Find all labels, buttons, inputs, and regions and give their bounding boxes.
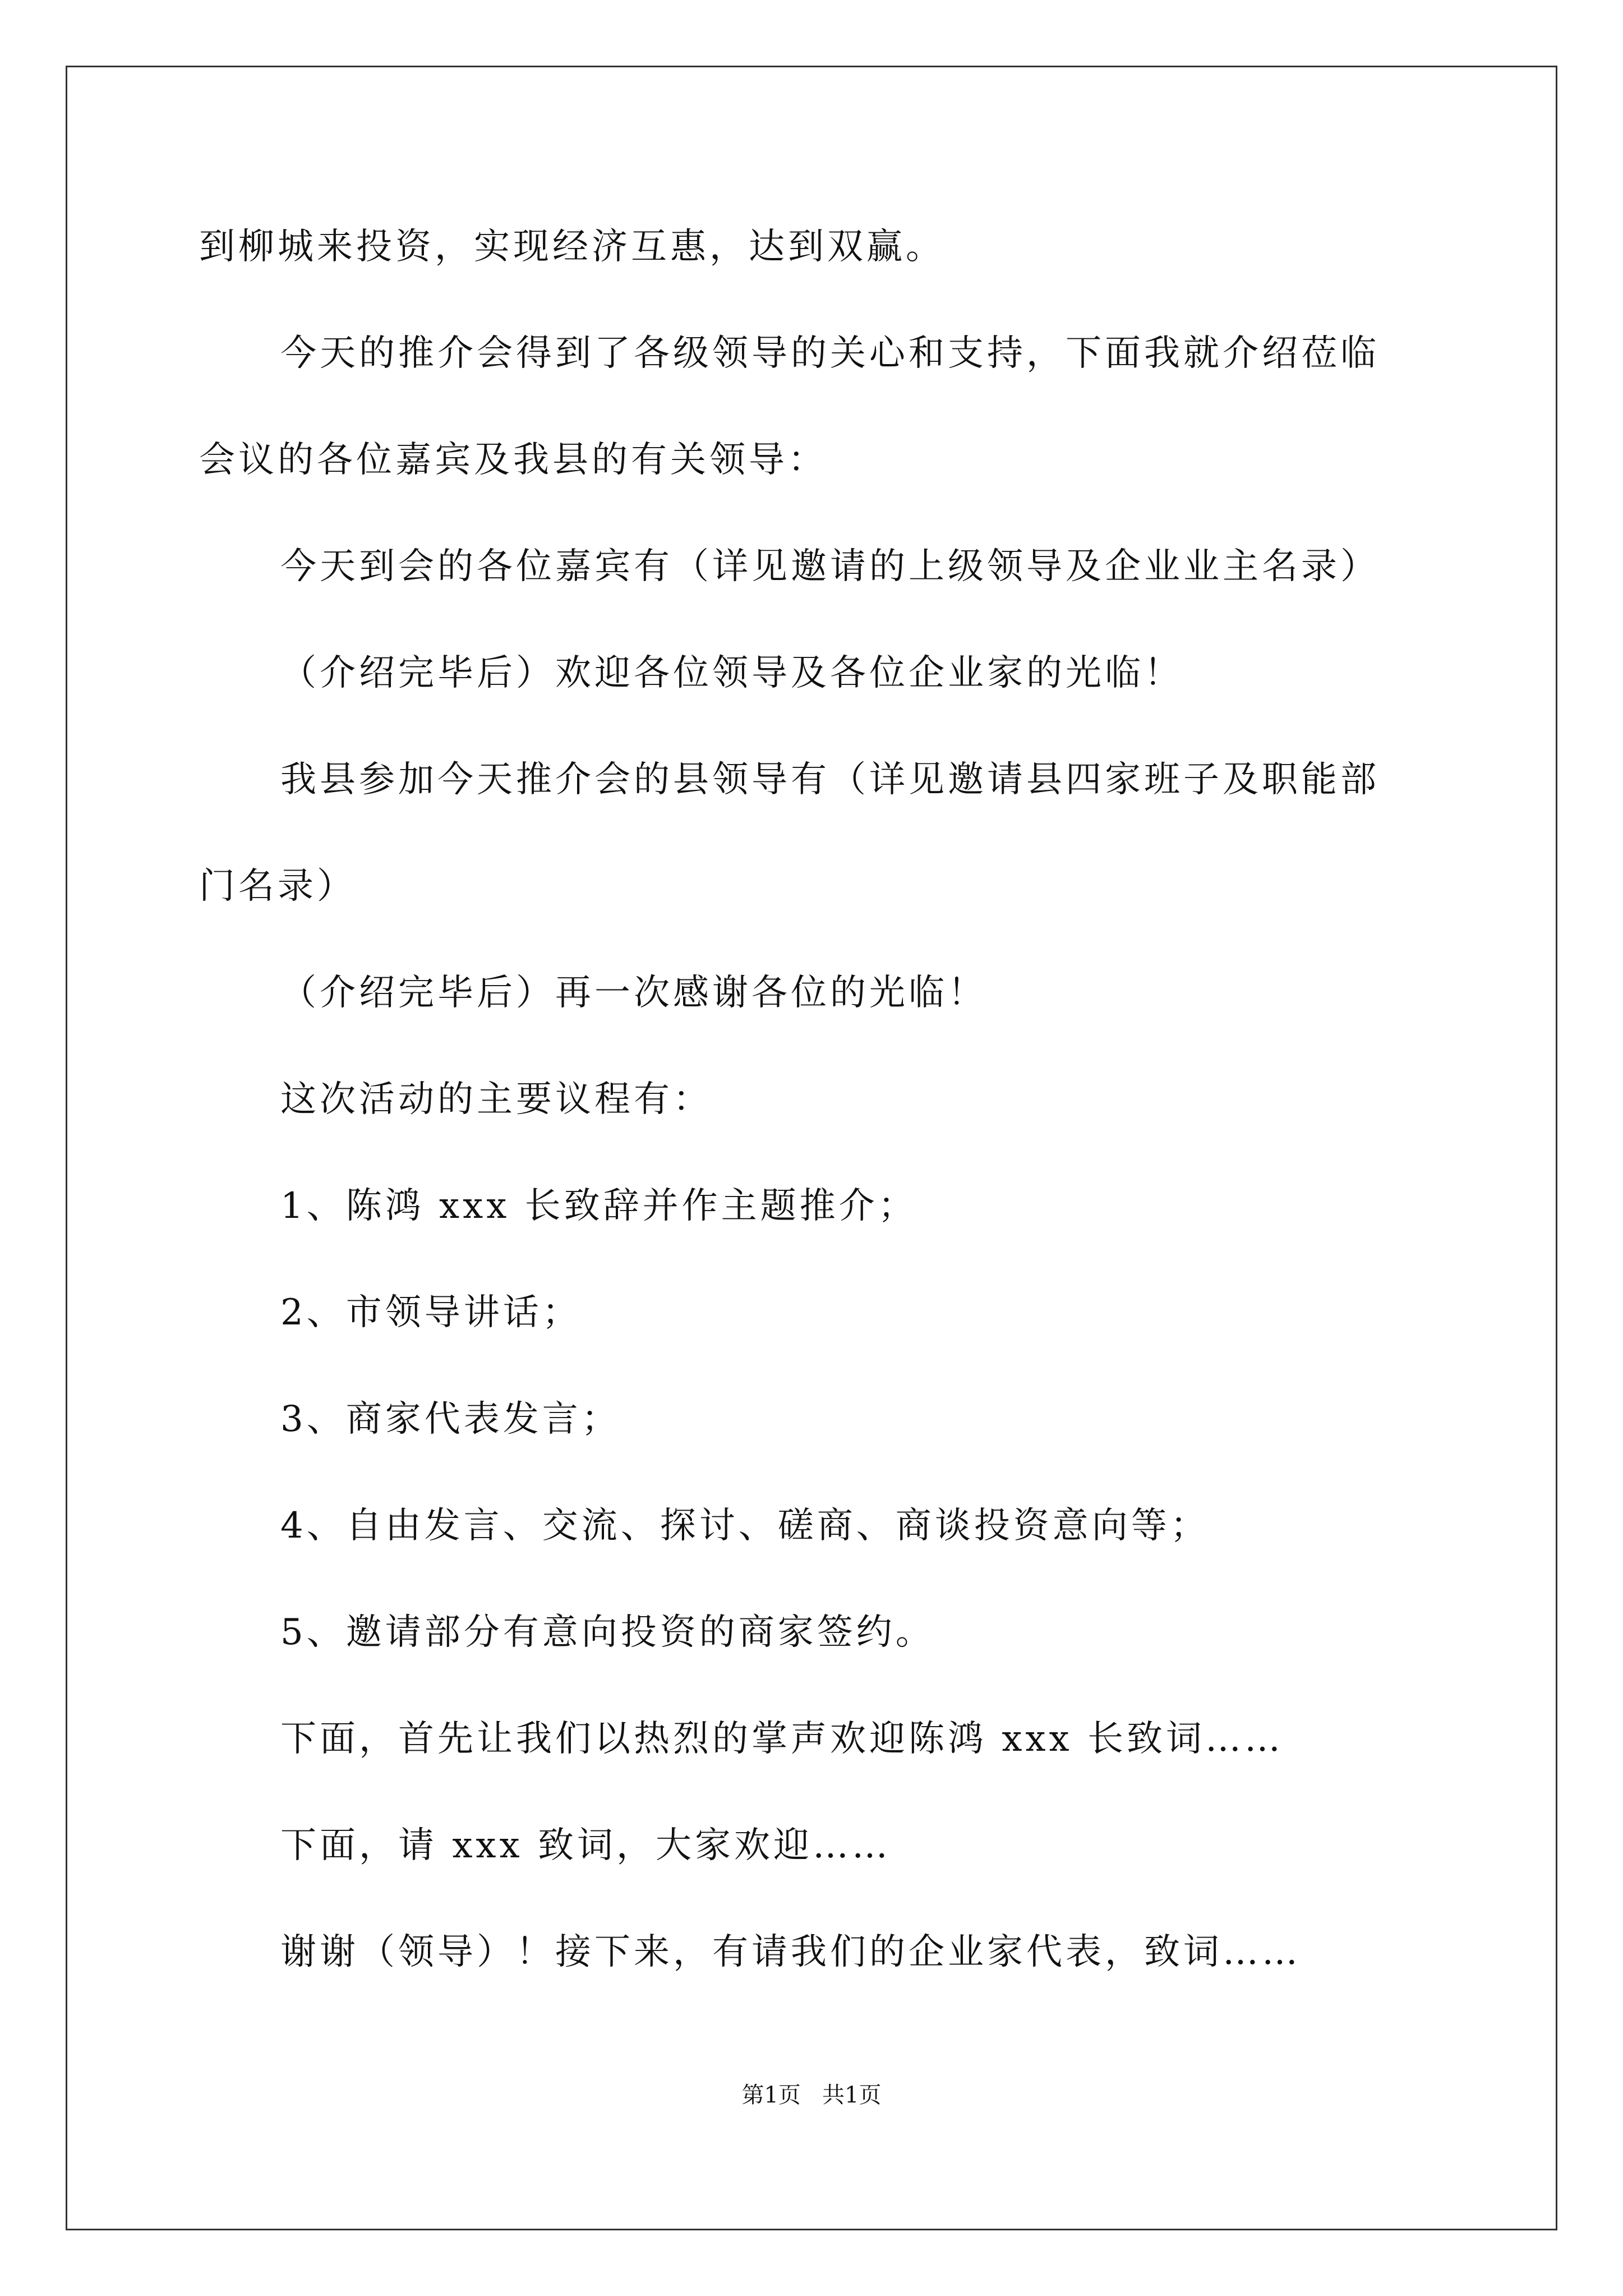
page-border [66,66,1557,2230]
text-line: 门名录） [199,866,356,907]
text-line: 会议的各位嘉宾及我县的有关领导： [199,439,827,481]
text-line: 我县参加今天推介会的县领导有（详见邀请县四家班子及职能部 [280,759,1380,800]
text-line: 今天到会的各位嘉宾有（详见邀请的上级领导及企业业主名录） [280,546,1380,587]
text-line: 今天的推介会得到了各级领导的关心和支持，下面我就介绍莅临 [280,333,1380,374]
text-line: 下面，首先让我们以热烈的掌声欢迎陈鸿 xxx 长致词…… [280,1718,1284,1760]
page-number-footer: 第1页 共1页 [741,2082,882,2108]
text-line: 3、商家代表发言； [280,1398,621,1440]
text-line: 2、市领导讲话； [280,1292,582,1333]
text-line: 到柳城来投资，实现经济互惠，达到双赢。 [199,226,945,268]
text-line: 1、陈鸿 xxx 长致辞并作主题推介； [280,1185,917,1227]
text-line: 4、自由发言、交流、探讨、磋商、商谈投资意向等； [280,1505,1210,1547]
text-line: （介绍完毕后）再一次感谢各位的光临！ [280,972,987,1014]
text-line: 这次活动的主要议程有： [280,1079,712,1120]
text-line: 下面，请 xxx 致词，大家欢迎…… [280,1825,891,1866]
text-line: 谢谢（领导）！接下来，有请我们的企业家代表，致词…… [280,1931,1301,1973]
text-line: 5、邀请部分有意向投资的商家签约。 [280,1612,935,1653]
text-line: （介绍完毕后）欢迎各位领导及各位企业家的光临！ [280,652,1183,694]
